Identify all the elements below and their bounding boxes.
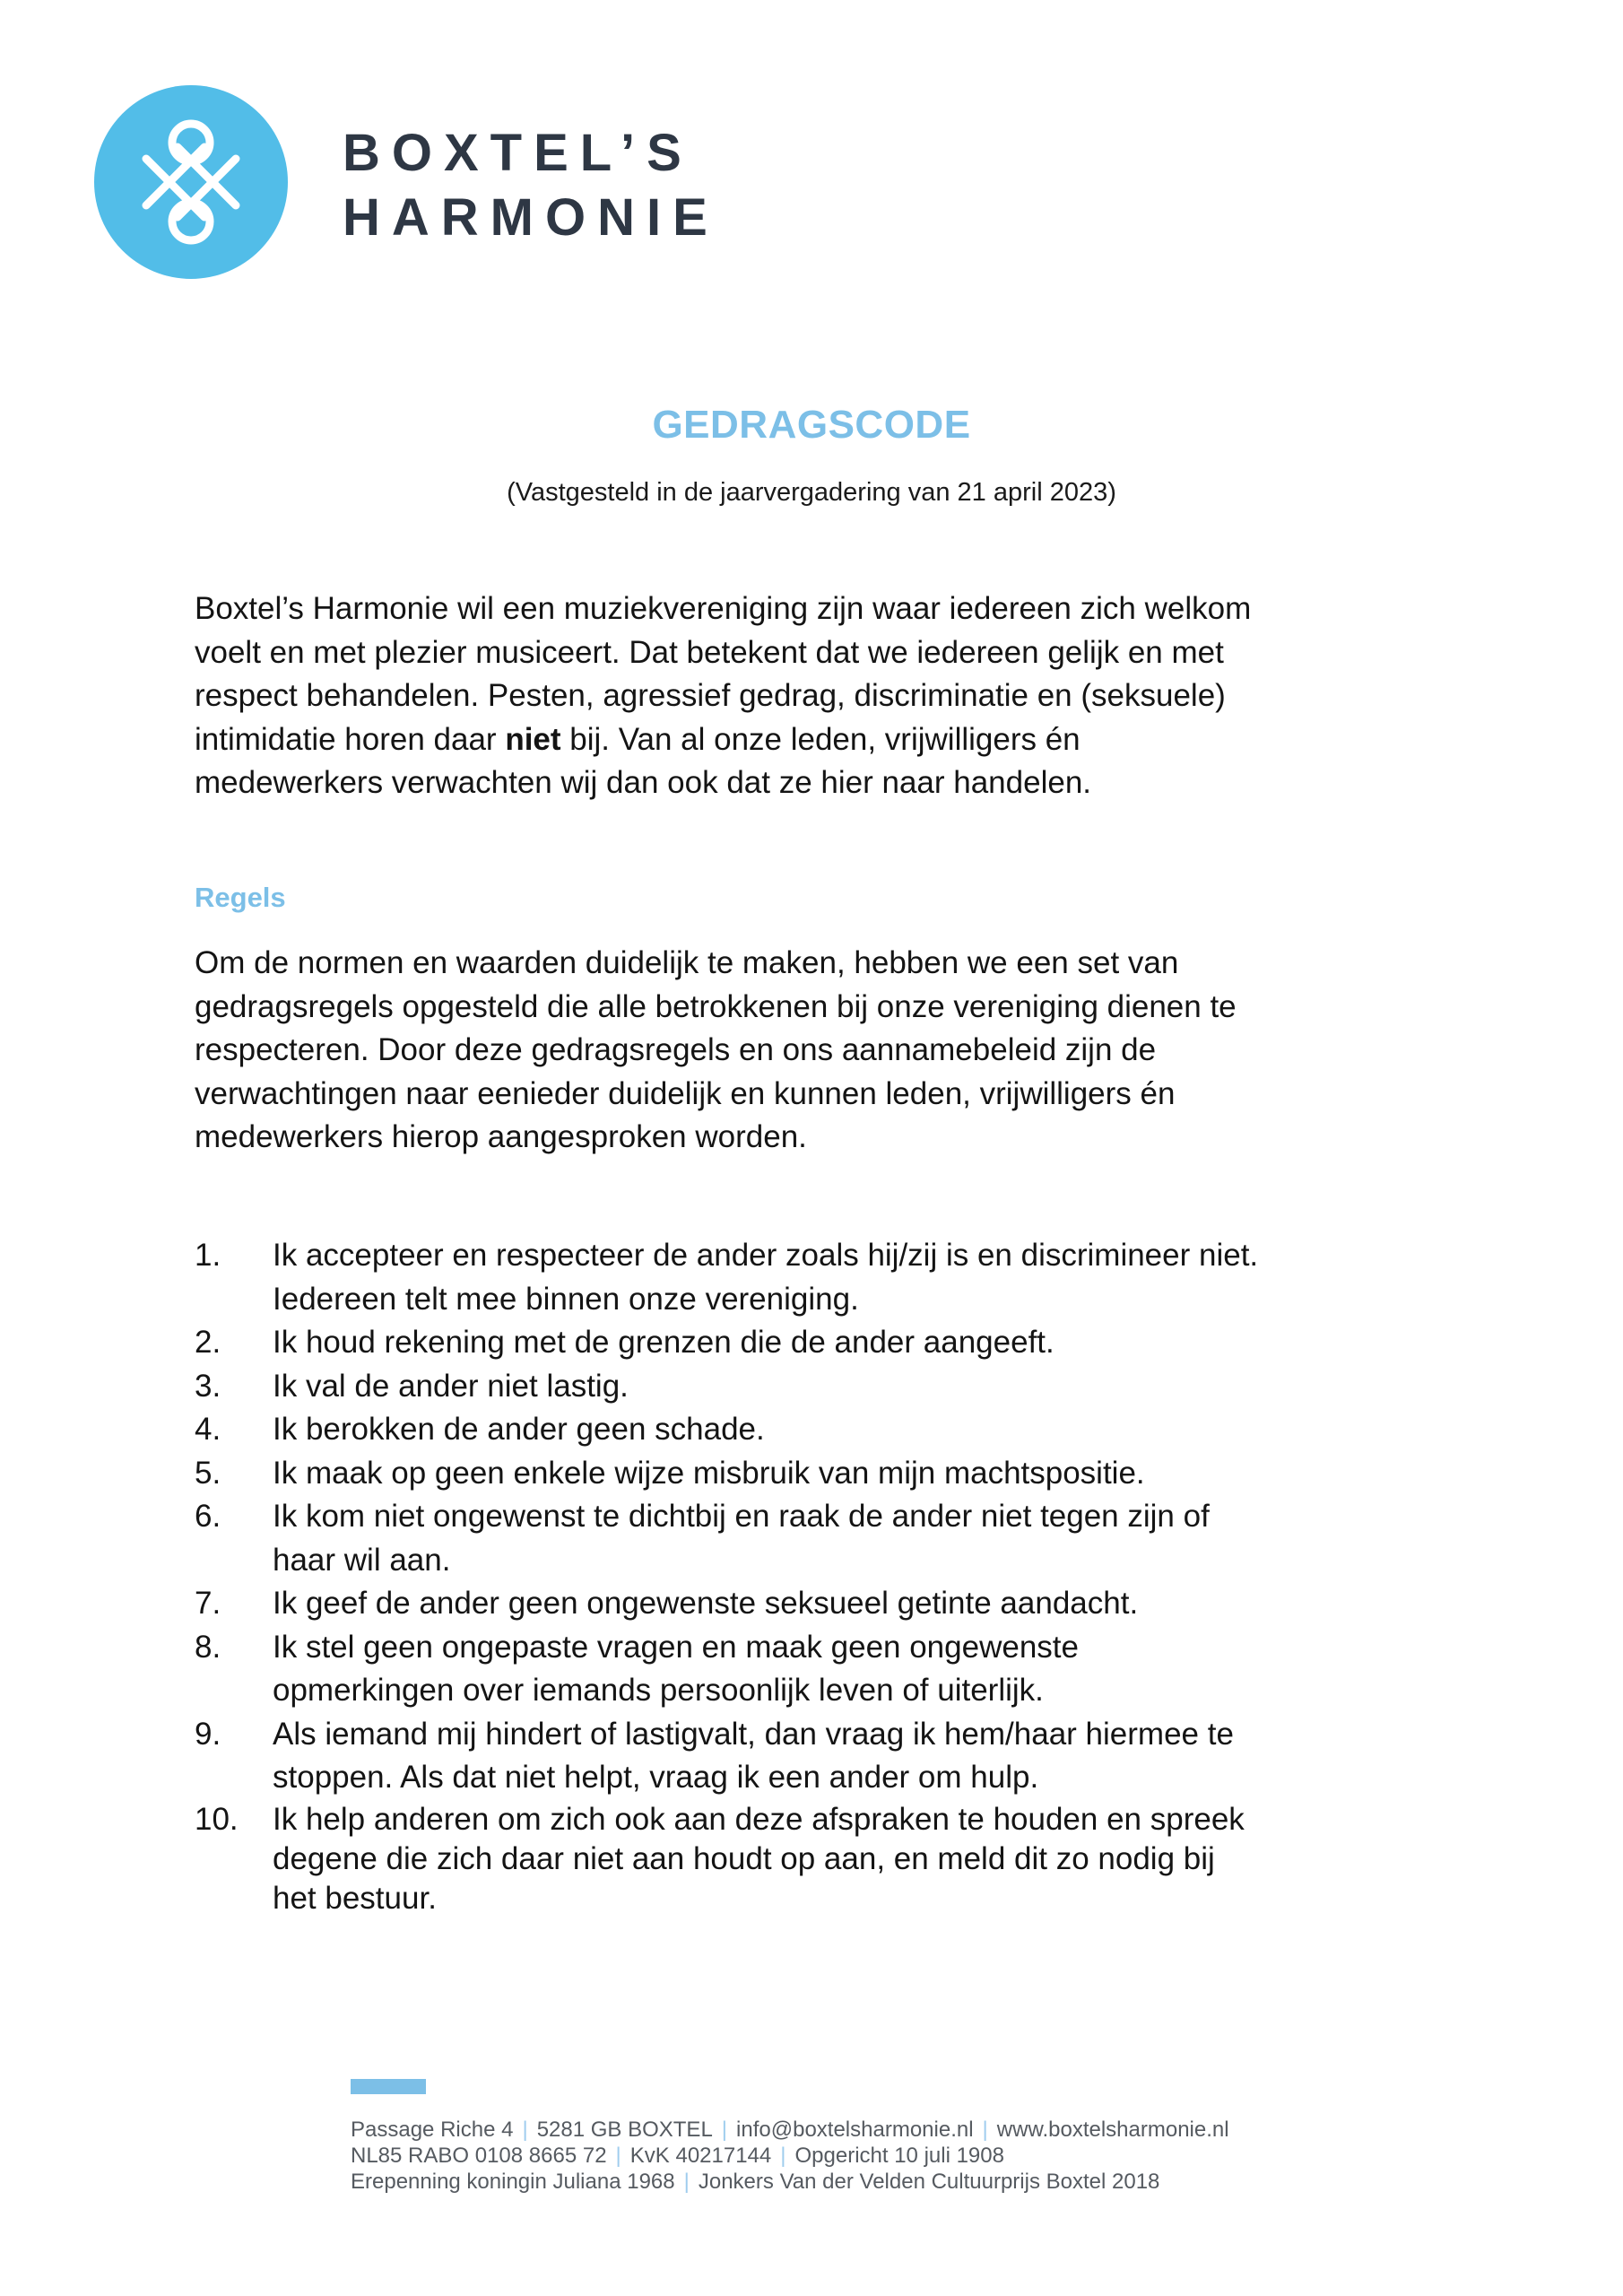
separator: |: [780, 2144, 786, 2168]
intro-paragraph: [195, 587, 1468, 805]
rule-item: [195, 1800, 1468, 1918]
rule-text: het bestuur.: [273, 1880, 437, 1916]
footer-accent-bar: [351, 2079, 426, 2094]
footer-contact: [351, 2117, 1229, 2195]
footer-address: Passage Riche 4: [351, 2118, 514, 2142]
text-line: Boxtel’s Harmonie wil een muziekvereniging zijn waar iedereen zich welkom: [195, 591, 1252, 626]
rule-text: Ik stel geen ongepaste vragen en maak geen ongewenste: [273, 1629, 1079, 1665]
text-line: [195, 718, 1468, 762]
rule-item: [195, 1452, 1468, 1496]
text-segment: bij. Van al onze leden, vrijwilligers én: [560, 721, 1081, 757]
rule-number: 10.: [195, 1801, 239, 1837]
rule-number: 7.: [195, 1586, 221, 1621]
rule-text: Iedereen telt mee binnen onze vereniging.: [273, 1281, 859, 1317]
text-line: respecteren. Door deze gedragsregels en ons aannamebeleid zijn de: [195, 1032, 1157, 1067]
footer-website-link[interactable]: www.boxtelsharmonie.nl: [996, 2118, 1229, 2142]
rule-number: 6.: [195, 1499, 221, 1534]
separator: |: [982, 2118, 988, 2142]
knot-emblem-icon: [94, 85, 288, 279]
footer-award-2: Jonkers Van der Velden Cultuurprijs Boxtel 2018: [698, 2170, 1160, 2194]
text-line: respect behandelen. Pesten, agressief gedrag, discriminatie en (seksuele): [195, 678, 1226, 713]
rule-number: 8.: [195, 1629, 221, 1665]
brand-name-line1: BOXTEL’S: [343, 124, 693, 182]
section-heading-regels: Regels: [195, 882, 286, 913]
separator: |: [615, 2144, 621, 2168]
logo-emblem: [94, 85, 288, 279]
rule-item: [195, 1365, 1468, 1409]
rules-list: [195, 1234, 1468, 1918]
footer-iban: NL85 RABO 0108 8665 72: [351, 2144, 607, 2168]
rule-text: opmerkingen over iemands persoonlijk leven of uiterlijk.: [273, 1673, 1044, 1708]
rule-number: 4.: [195, 1412, 221, 1447]
rule-text: Ik kom niet ongewenst te dichtbij en raak de ander niet tegen zijn of: [273, 1499, 1210, 1534]
rule-text: Ik help anderen om zich ook aan deze afspraken te houden en spreek: [273, 1801, 1245, 1837]
separator: |: [721, 2118, 728, 2142]
emphasis-niet: niet: [505, 721, 561, 757]
rule-item: [195, 1321, 1468, 1365]
rule-item: [195, 1234, 1468, 1321]
rule-text: Ik accepteer en respecteer de ander zoals hij/zij is en discrimineer niet.: [273, 1238, 1259, 1273]
separator: |: [522, 2118, 528, 2142]
rule-item: [195, 1408, 1468, 1452]
text-segment: intimidatie horen daar: [195, 721, 506, 757]
rule-text: Ik berokken de ander geen schade.: [273, 1412, 765, 1447]
rule-number: 1.: [195, 1238, 221, 1273]
rule-number: 9.: [195, 1716, 221, 1752]
text-line: Om de normen en waarden duidelijk te maken, hebben we een set van: [195, 945, 1179, 980]
footer-email-link[interactable]: info@boxtelsharmonie.nl: [736, 2118, 974, 2142]
rule-text: stoppen. Als dat niet helpt, vraag ik een ander om hulp.: [273, 1760, 1039, 1795]
separator: |: [683, 2170, 690, 2194]
rule-text: Als iemand mij hindert of lastigvalt, dan vraag ik hem/haar hiermee te: [273, 1716, 1234, 1752]
footer-postcode-city: 5281 GB BOXTEL: [536, 2118, 713, 2142]
document-title: GEDRAGSCODE: [652, 403, 971, 447]
document-subtitle: (Vastgesteld in de jaarvergadering van 21 april 2023): [507, 478, 1116, 507]
footer-kvk: KvK 40217144: [629, 2144, 772, 2168]
rule-text: degene die zich daar niet aan houdt op aan, en meld dit zo nodig bij: [273, 1840, 1215, 1876]
footer-row-address: [351, 2117, 1229, 2143]
rule-text: Ik geef de ander geen ongewenste seksueel getinte aandacht.: [273, 1586, 1139, 1621]
footer-founded: Opgericht 10 juli 1908: [794, 2144, 1004, 2168]
regels-paragraph: [195, 942, 1468, 1160]
text-line: gedragsregels opgesteld die alle betrokkenen bij onze vereniging dienen te: [195, 988, 1237, 1024]
text-line: medewerkers hierop aangesproken worden.: [195, 1119, 807, 1154]
rule-text: Ik houd rekening met de grenzen die de ander aangeeft.: [273, 1325, 1055, 1360]
rule-item: [195, 1713, 1468, 1800]
footer-row-awards: [351, 2169, 1229, 2195]
rule-number: 5.: [195, 1455, 221, 1491]
rule-item: [195, 1495, 1468, 1582]
rule-number: 2.: [195, 1325, 221, 1360]
rule-item: [195, 1626, 1468, 1713]
rule-item: [195, 1582, 1468, 1626]
text-line: medewerkers verwachten wij dan ook dat ze hier naar handelen.: [195, 765, 1092, 800]
brand-name-line2: HARMONIE: [343, 188, 719, 247]
rule-number: 3.: [195, 1368, 221, 1404]
text-line: verwachtingen naar eenieder duidelijk en kunnen leden, vrijwilligers én: [195, 1075, 1176, 1111]
rule-text: Ik maak op geen enkele wijze misbruik van mijn machtspositie.: [273, 1455, 1145, 1491]
rule-text: haar wil aan.: [273, 1542, 451, 1578]
footer-row-registration: [351, 2143, 1229, 2169]
text-line: voelt en met plezier musiceert. Dat betekent dat we iedereen gelijk en met: [195, 634, 1224, 670]
footer-award-1: Erepenning koningin Juliana 1968: [351, 2170, 675, 2194]
rule-text: Ik val de ander niet lastig.: [273, 1368, 629, 1404]
